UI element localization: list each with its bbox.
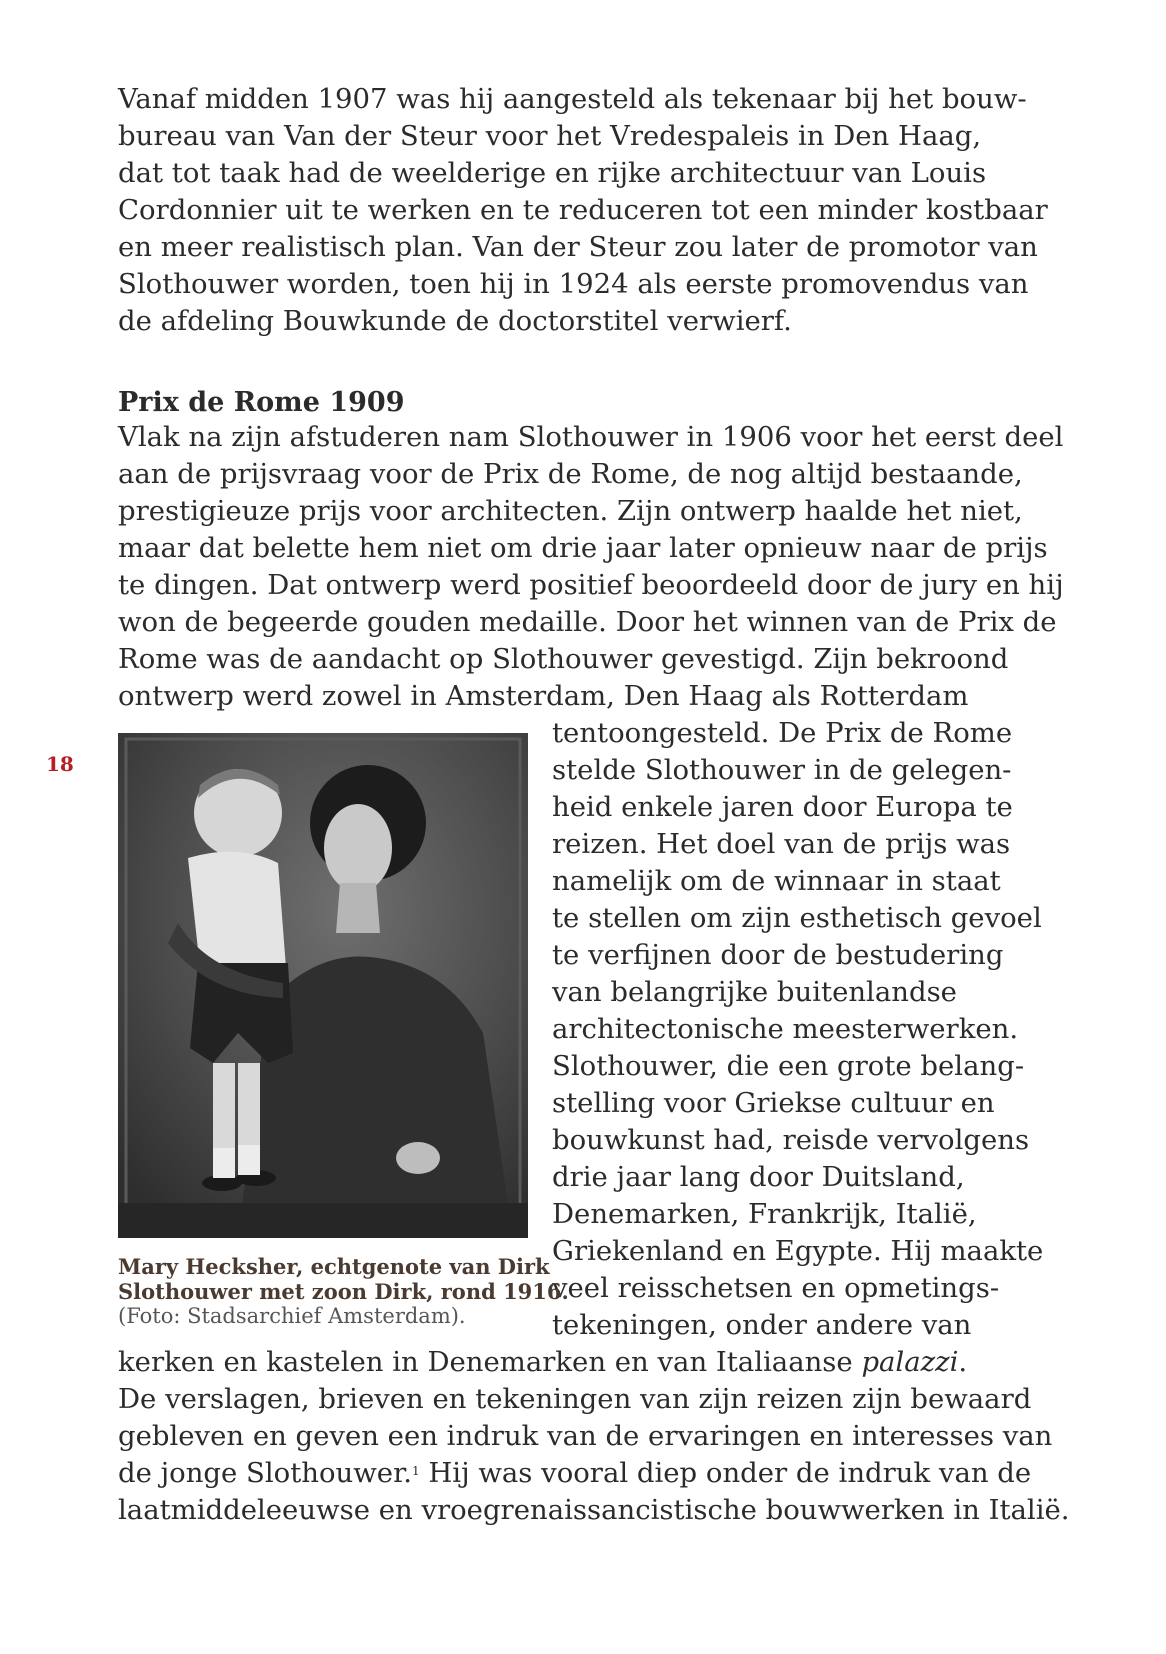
body-line: architectonische meesterwerken. [552,1013,1019,1045]
body-line: te stellen om zijn esthetisch gevoel [552,902,1042,934]
body-line: Slothouwer, die een grote belang- [552,1050,1025,1082]
body-line: te dingen. Dat ontwerp werd positief beoordeeld door de jury en hij [118,569,1064,601]
body-line: Rome was de aandacht op Slothouwer gevestigd. Zijn bekroond [118,643,1009,675]
intro-line: en meer realistisch plan. Van der Steur zou later de promotor van [118,231,1038,263]
page-number: 18 [46,752,74,776]
body-line: bouwkunst had, reisde vervolgens [552,1124,1030,1156]
body-line: De verslagen, brieven en tekeningen van zijn reizen zijn bewaard [118,1383,1032,1415]
footnote-marker: 1 [411,1464,420,1478]
intro-line: dat tot taak had de weelderige en rijke architectuur van Louis [118,157,987,189]
intro-line: bureau van Van der Steur voor het Vredespaleis in Den Haag, [118,120,982,152]
body-line [118,1345,967,1379]
photo-caption-line: Slothouwer met zoon Dirk, rond 1916. [118,1279,569,1304]
body-line: te verfijnen door de bestudering [552,939,1004,971]
italic-term: palazzi [861,1346,959,1378]
body-line: maar dat belette hem niet om drie jaar later opnieuw naar de prijs [118,532,1048,564]
historical-photo [118,733,528,1238]
body-line: prestigieuze prijs voor architecten. Zijn ontwerp haalde het niet, [118,495,1023,527]
body-line: won de begeerde gouden medaille. Door het winnen van de Prix de [118,606,1057,638]
body-line: veel reisschetsen en opmetings- [552,1272,1000,1304]
body-text: . [958,1346,968,1378]
body-line: laatmiddeleeuwse en vroegrenaissancistische bouwwerken in Italië. [118,1494,1070,1526]
body-line: Denemarken, Frankrijk, Italië, [552,1198,977,1230]
photo-credit: (Foto: Stadsarchief Amsterdam). [118,1304,466,1328]
intro-line: Vanaf midden 1907 was hij aangesteld als tekenaar bij het bouw- [118,83,1027,115]
body-line: tentoongesteld. De Prix de Rome [552,717,1013,749]
body-line: ontwerp werd zowel in Amsterdam, Den Haag als Rotterdam [118,680,969,712]
body-text: kerken en kastelen in Denemarken en van Italiaanse [118,1346,862,1378]
body-line: Vlak na zijn afstuderen nam Slothouwer in 1906 voor het eerst deel [118,421,1064,453]
body-line: stelde Slothouwer in de gelegen- [552,754,1012,786]
body-line: tekeningen, onder andere van [552,1309,972,1341]
intro-line: Slothouwer worden, toen hij in 1924 als eerste promovendus van [118,268,1029,300]
body-line: reizen. Het doel van de prijs was [552,828,1011,860]
body-line: aan de prijsvraag voor de Prix de Rome, de nog altijd bestaande, [118,458,1023,490]
body-text: Hij was vooral diep onder de indruk van de [419,1457,1032,1489]
body-text: de jonge Slothouwer. [118,1457,412,1489]
photo-caption-line: Mary Hecksher, echtgenote van Dirk [118,1254,550,1279]
body-line: namelijk om de winnaar in staat [552,865,1001,897]
body-line: Griekenland en Egypte. Hij maakte [552,1235,1044,1267]
intro-line: de afdeling Bouwkunde de doctorstitel verwierf. [118,305,792,337]
intro-line: Cordonnier uit te werken en te reduceren tot een minder kostbaar [118,194,1048,226]
body-line: heid enkele jaren door Europa te [552,791,1013,823]
section-heading: Prix de Rome 1909 [118,387,405,418]
body-line: gebleven en geven een indruk van de ervaringen en interesses van [118,1420,1053,1452]
body-line [118,1456,1031,1490]
body-line: stelling voor Griekse cultuur en [552,1087,995,1119]
body-line: drie jaar lang door Duitsland, [552,1161,965,1193]
body-line: van belangrijke buitenlandse [552,976,957,1008]
